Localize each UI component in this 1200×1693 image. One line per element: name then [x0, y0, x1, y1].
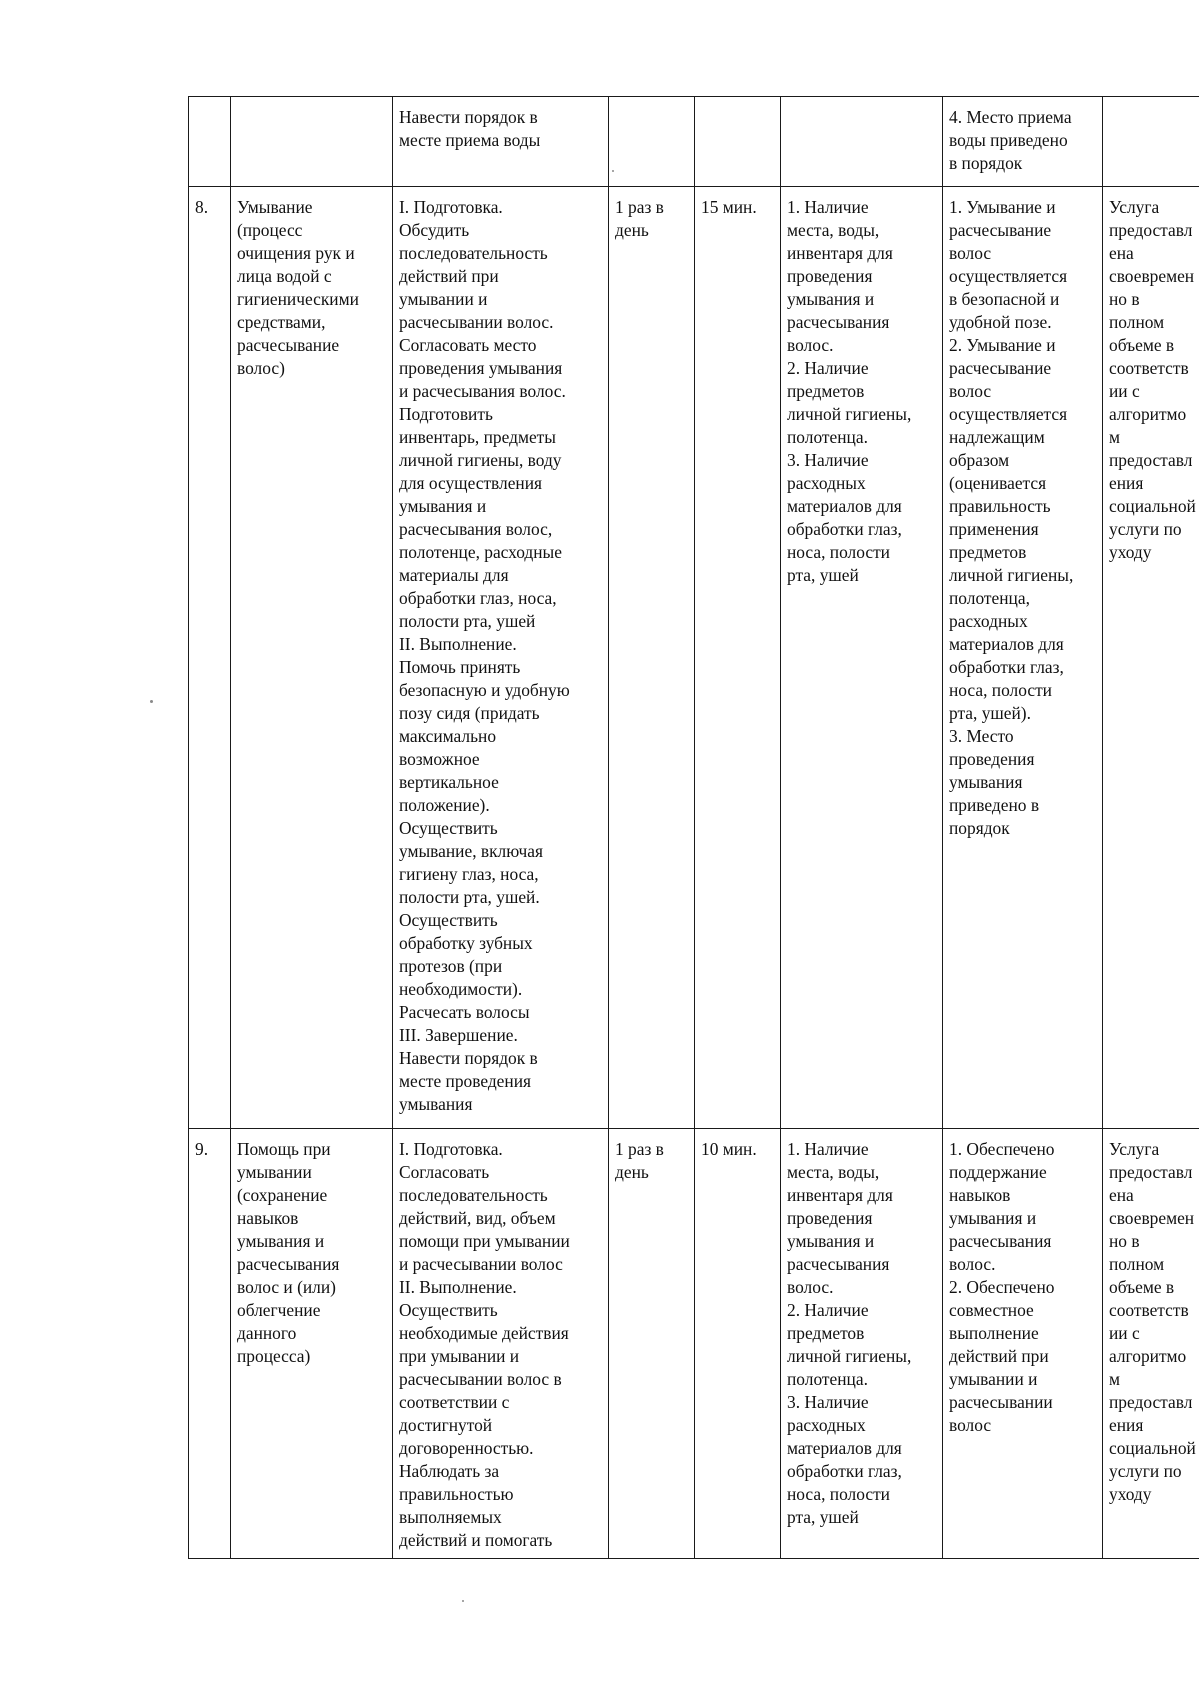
- quality-indicators-cell: 1. Обеспечено поддержание навыков умывания и расчесывания волос. 2. Обеспечено совместное выполнение действий при умывании и расчесывании волос: [943, 1129, 1103, 1559]
- duration-cell: 10 мин.: [695, 1129, 781, 1559]
- scan-speck: [612, 170, 614, 172]
- row-number-cell: 9.: [189, 1129, 231, 1559]
- row-number-cell: [189, 97, 231, 187]
- service-name-cell: Помощь при умывании (сохранение навыков умывания и расчесывания волос и (или) облегчение данного процесса): [231, 1129, 393, 1559]
- row-number-cell: 8.: [189, 187, 231, 1129]
- result-assessment-cell: Услуга предоставл ена своевремен но в полном объеме в соответств ии с алгоритмо м предоставл ения социальной услуги по уходу: [1103, 187, 1199, 1129]
- services-table: [188, 96, 1199, 1559]
- duration-cell: 15 мин.: [695, 187, 781, 1129]
- scan-speck: [150, 700, 153, 703]
- table-row: [189, 97, 1199, 187]
- conditions-cell: [781, 97, 943, 187]
- frequency-cell: [609, 97, 695, 187]
- table-row: [189, 1129, 1199, 1559]
- conditions-cell: 1. Наличие места, воды, инвентаря для проведения умывания и расчесывания волос. 2. Наличие предметов личной гигиены, полотенца. 3. Наличие расходных материалов для обработки глаз, носа, полости рта, ушей: [781, 187, 943, 1129]
- duration-cell: [695, 97, 781, 187]
- procedure-cell: I. Подготовка. Обсудить последовательность действий при умывании и расчесывании волос. Согласовать место проведения умывания и расчесывания волос. Подготовить инвентарь, предметы личной гигиены, воду для осуществления умывания и расчесывания волос, полотенце, расходные материалы для обработки глаз, носа, полости рта, ушей II. Выполнение. Помочь принять безопасную и удобную позу сидя (придать максимально возможное вертикальное положение). Осуществить умывание, включая гигиену глаз, носа, полости рта, ушей. Осуществить обработку зубных протезов (при необходимости). Расчесать волосы III. Завершение. Навести порядок в месте проведения умывания: [393, 187, 609, 1129]
- procedure-cell: I. Подготовка. Согласовать последовательность действий, вид, объем помощи при умывании и расчесывании волос II. Выполнение. Осуществить необходимые действия при умывании и расчесывании волос в соответствии с достигнутой договоренностью. Наблюдать за правильностью выполняемых действий и помогать: [393, 1129, 609, 1559]
- service-name-cell: [231, 97, 393, 187]
- result-assessment-cell: [1103, 97, 1199, 187]
- result-assessment-cell: Услуга предоставл ена своевремен но в полном объеме в соответств ии с алгоритмо м предоставл ения социальной услуги по уходу: [1103, 1129, 1199, 1559]
- service-name-cell: Умывание (процесс очищения рук и лица водой с гигиеническими средствами, расчесывание волос): [231, 187, 393, 1129]
- quality-indicators-cell: 4. Место приема воды приведено в порядок: [943, 97, 1103, 187]
- frequency-cell: 1 раз в день: [609, 1129, 695, 1559]
- table-row: [189, 187, 1199, 1129]
- conditions-cell: 1. Наличие места, воды, инвентаря для проведения умывания и расчесывания волос. 2. Наличие предметов личной гигиены, полотенца. 3. Наличие расходных материалов для обработки глаз, носа, полости рта, ушей: [781, 1129, 943, 1559]
- scan-speck: [462, 1600, 464, 1602]
- quality-indicators-cell: 1. Умывание и расчесывание волос осуществляется в безопасной и удобной позе. 2. Умывание и расчесывание волос осуществляется надлежащим образом (оценивается правильность применения предметов личной гигиены, полотенца, расходных материалов для обработки глаз, носа, полости рта, ушей). 3. Место проведения умывания приведено в порядок: [943, 187, 1103, 1129]
- procedure-cell: Навести порядок в месте приема воды: [393, 97, 609, 187]
- frequency-cell: 1 раз в день: [609, 187, 695, 1129]
